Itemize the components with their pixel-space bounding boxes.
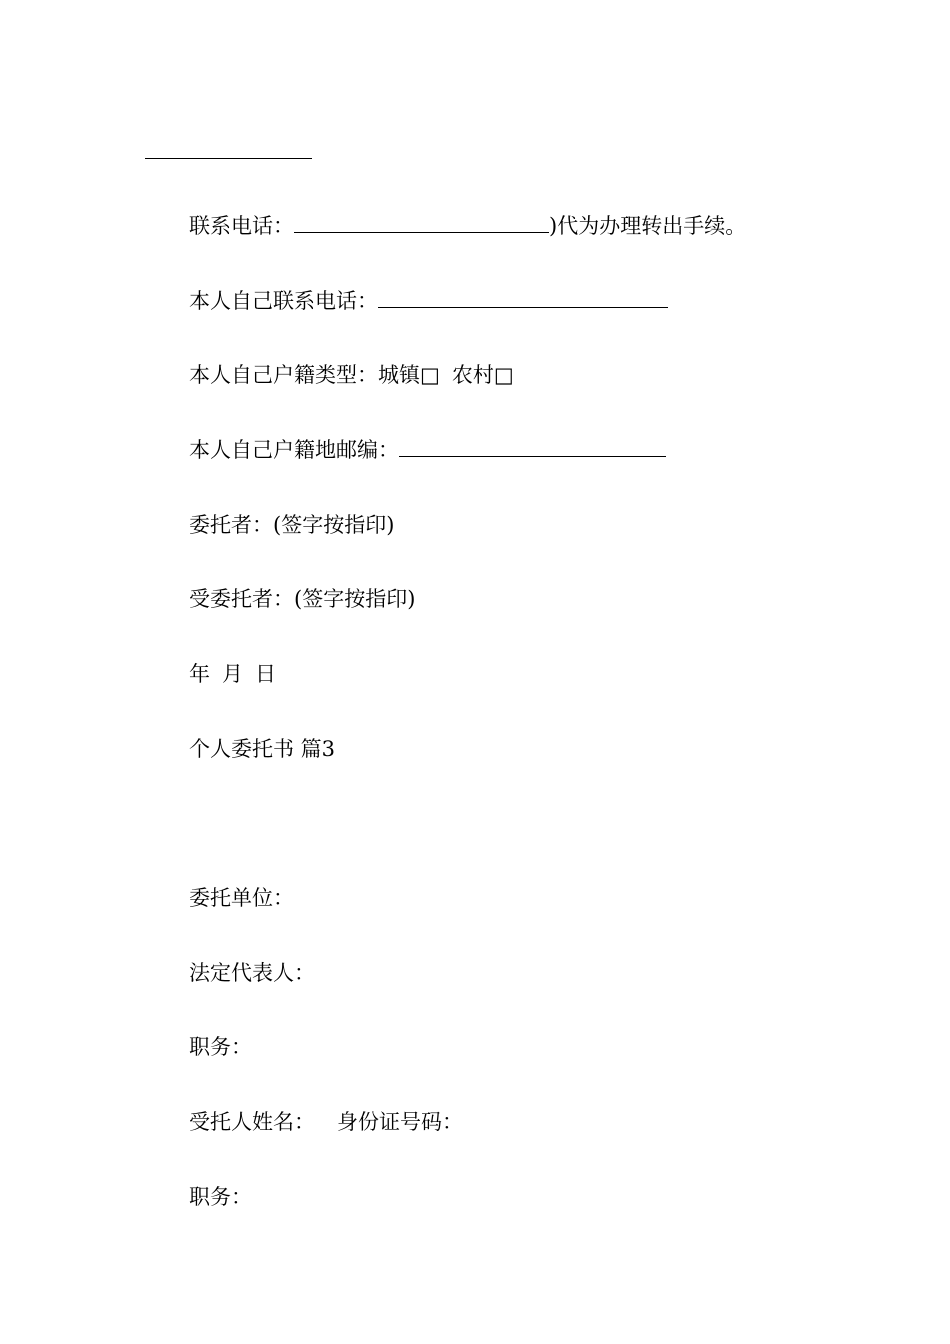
agent-info-line (189, 1109, 463, 1135)
self-phone-label: 本人自己联系电话： (189, 289, 378, 313)
self-phone-line (189, 288, 668, 314)
contact-phone-suffix: )代为办理转出手续。 (549, 214, 747, 238)
date-year: 年 (189, 662, 210, 686)
contact-phone-line (189, 213, 746, 239)
self-phone-blank (378, 289, 668, 308)
position-line-1: 职务： (189, 1035, 252, 1059)
postal-code-line (189, 437, 666, 463)
header-rule (145, 158, 312, 159)
date-month: 月 (222, 662, 243, 686)
household-type-label: 本人自己户籍类型： (189, 363, 378, 387)
position-line-2: 职务： (189, 1185, 252, 1209)
agent-signature-line: 受委托者：(签字按指印) (189, 587, 416, 611)
section-title: 个人委托书 篇3 (189, 737, 336, 761)
postal-code-label: 本人自己户籍地邮编： (189, 438, 399, 462)
contact-phone-blank (294, 214, 549, 233)
contact-phone-label: 联系电话： (189, 214, 294, 238)
entrusting-unit-line: 委托单位： (189, 886, 294, 910)
date-day: 日 (255, 662, 276, 686)
id-number-label: 身份证号码： (337, 1110, 463, 1134)
postal-code-blank (399, 438, 666, 457)
household-type-line (189, 362, 514, 388)
date-line (189, 661, 276, 687)
household-type-rural-option: 农村□ (451, 363, 514, 387)
legal-representative-line: 法定代表人： (189, 961, 315, 985)
principal-signature-line: 委托者：(签字按指印) (189, 513, 395, 537)
household-type-urban-option: 城镇□ (378, 363, 440, 387)
agent-name-label: 受托人姓名： (189, 1110, 315, 1134)
